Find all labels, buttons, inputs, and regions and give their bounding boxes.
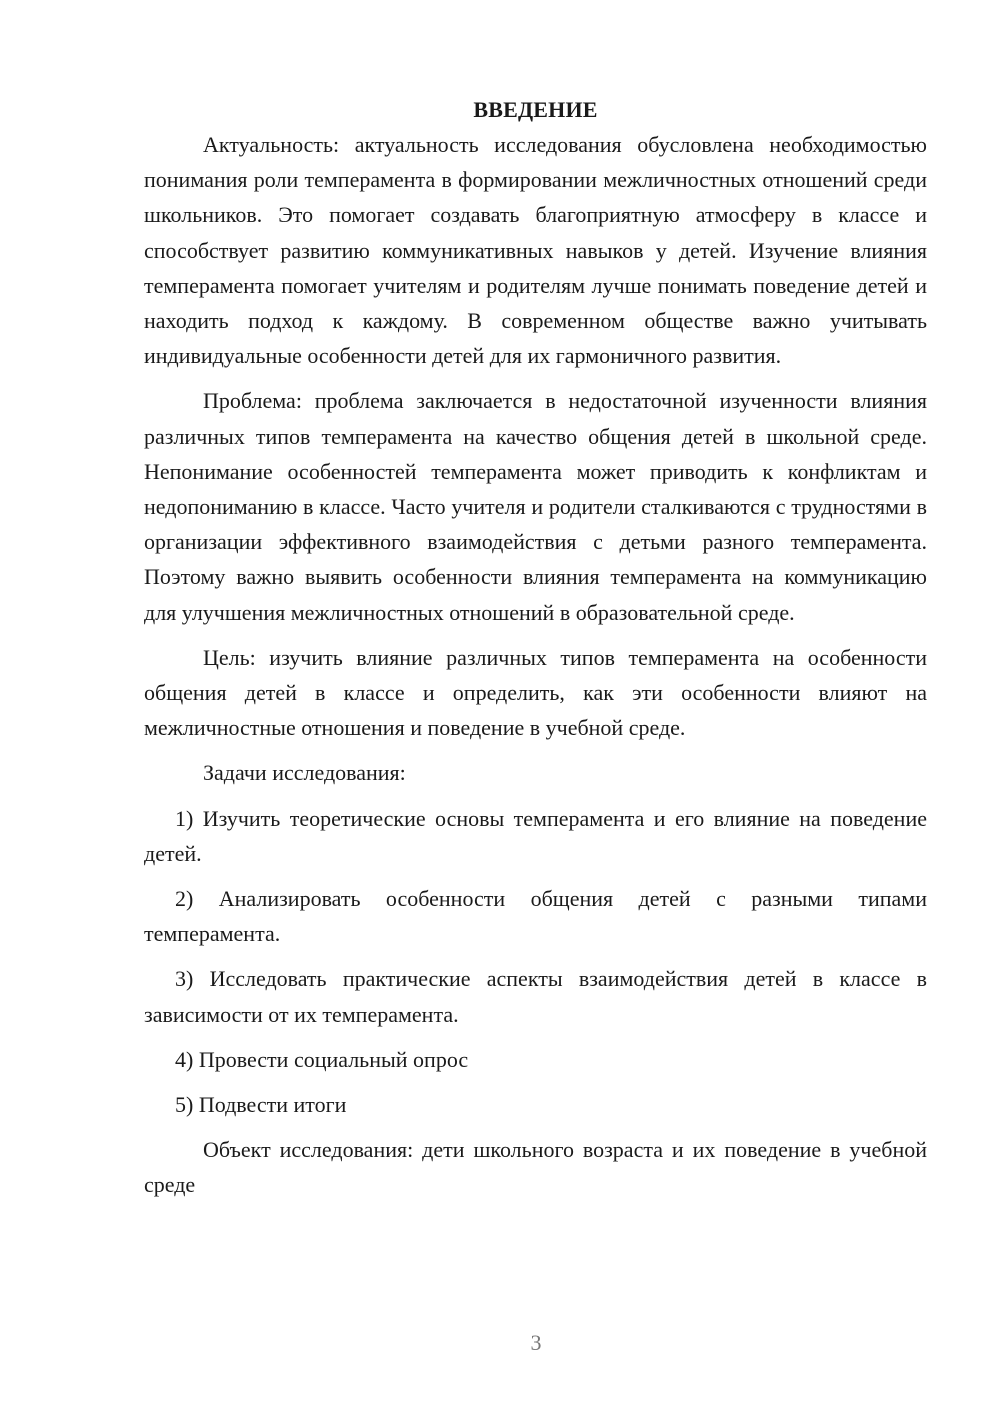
task-item-1: 1) Изучить теоретические основы темперамента и его влияние на поведение детей. (144, 805, 927, 866)
tasks-list (144, 801, 927, 1123)
section-heading: ВВЕДЕНИЕ (473, 97, 598, 122)
task-item-5: 5) Подвести итоги (175, 1092, 347, 1118)
task-item-3: 3) Исследовать практические аспекты взаимодействия детей в классе в зависимости от их темперамента. (144, 966, 927, 1027)
goal-paragraph: Цель: изучить влияние различных типов темперамента на особенности общения детей в классе и определить, как эти особенности влияют на межличностные отношения и поведение в учебной среде. (144, 644, 927, 741)
object-paragraph: Объект исследования: дети школьного возраста и их поведение в учебной среде (144, 1137, 927, 1198)
task-item-4: 4) Провести социальный опрос (175, 1046, 469, 1072)
tasks-title: Задачи исследования: (203, 760, 406, 786)
problem-paragraph: Проблема: проблема заключается в недостаточной изученности влияния различных типов темперамента на качество общения детей в школьной среде. Непонимание особенностей темперамента может приводить к конфликтам и недопониманию в классе. Часто учителя и родители сталкиваются с трудностями в организации эффективного взаимодействия с детьми разного темперамента. Поэтому важно выявить особенности влияния темперамента на коммуникацию для улучшения межличностных отношений в образовательной среде. (144, 388, 927, 625)
page-number: 3 (530, 1330, 542, 1355)
relevance-paragraph: Актуальность: актуальность исследования обусловлена необходимостью понимания роли темперамента в формировании межличностных отношений среди школьников. Это помогает создавать благоприятную атмосферу в классе и способствует развитию коммуникативных навыков у детей. Изучение влияния темперамента помогает учителям и родителям лучше понимать поведение детей и находить подход к каждому. В современном обществе важно учитывать индивидуальные особенности детей для их гармоничного развития. (144, 132, 927, 369)
document-page (144, 92, 927, 1203)
task-item-2: 2) Анализировать особенности общения детей с разными типами темперамента. (144, 886, 927, 947)
